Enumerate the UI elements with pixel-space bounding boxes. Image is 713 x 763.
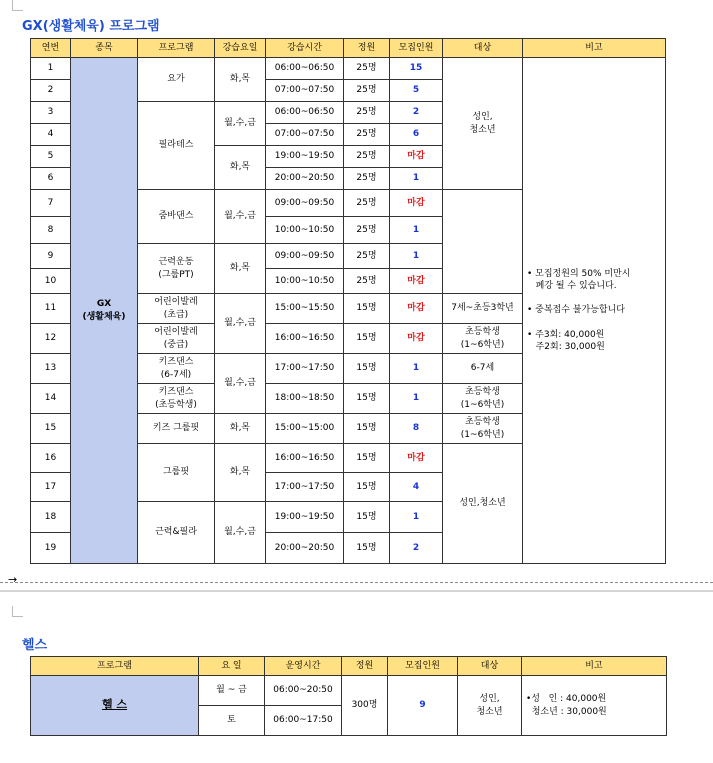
row-no: 16 <box>31 444 71 473</box>
capacity-cell: 15명 <box>344 324 390 354</box>
header-target: 대상 <box>458 657 522 676</box>
row-no: 1 <box>31 58 71 80</box>
days-cell: 월,수,금 <box>215 354 266 414</box>
note-line: • 모집정원의 50% 미만시 <box>527 269 631 279</box>
recruit-cell: 1 <box>390 384 443 414</box>
program-line: 필라테스 <box>158 140 194 151</box>
recruit-cell: 6 <box>390 124 443 146</box>
recruit-cell: 15 <box>390 58 443 80</box>
time-cell: 15:00~15:50 <box>266 294 344 324</box>
time-cell: 17:00~17:50 <box>266 473 344 502</box>
header-capacity: 정원 <box>344 39 390 58</box>
time-cell: 10:00~10:50 <box>266 269 344 294</box>
note-line: 청소년 : 30,000원 <box>526 706 607 717</box>
program-cell <box>138 294 215 324</box>
row-no: 9 <box>31 244 71 269</box>
header-time: 강습시간 <box>266 39 344 58</box>
time-cell: 18:00~18:50 <box>266 384 344 414</box>
time-cell: 16:00~16:50 <box>266 324 344 354</box>
header-no: 연번 <box>31 39 71 58</box>
target-cell <box>443 444 523 564</box>
recruit-cell: 9 <box>388 676 458 736</box>
program-cell <box>138 414 215 444</box>
target-line: 초등학생 <box>465 417 500 428</box>
recruit-cell: 2 <box>390 102 443 124</box>
category-cell <box>71 58 138 564</box>
target-cell <box>443 294 523 324</box>
target-line: 청소년 <box>476 706 503 717</box>
target-line: 초등학생 <box>465 327 500 338</box>
target-line: (1~6학년) <box>460 429 505 440</box>
program-cell <box>138 190 215 244</box>
target-cell <box>443 384 523 414</box>
program-cell <box>138 244 215 294</box>
note-spacer <box>527 292 665 304</box>
capacity-cell: 25명 <box>344 102 390 124</box>
days-cell: 화,목 <box>215 414 266 444</box>
note-cell <box>523 58 666 564</box>
capacity-cell: 15명 <box>344 354 390 384</box>
recruit-cell: 마감 <box>390 269 443 294</box>
header-program: 프로그램 <box>138 39 215 58</box>
note-line: 주2회: 30,000원 <box>527 341 605 352</box>
target-cell <box>443 324 523 354</box>
capacity-cell: 15명 <box>344 533 390 564</box>
gx-section-title: GX(생활체육) 프로그램 <box>22 19 160 34</box>
health-header-row <box>31 657 667 676</box>
time-cell: 10:00~10:50 <box>266 217 344 244</box>
capacity-cell: 15명 <box>344 444 390 473</box>
page-corner-mark-bottom <box>12 606 23 617</box>
target-line: 7세~초등3학년 <box>451 303 514 314</box>
gx-header-row <box>31 39 666 58</box>
capacity-cell: 25명 <box>344 124 390 146</box>
header-note: 비고 <box>522 657 667 676</box>
recruit-cell: 마감 <box>390 146 443 168</box>
capacity-cell: 25명 <box>344 168 390 190</box>
page-break-arrow-icon: → <box>8 573 18 586</box>
target-line: 초등학생 <box>465 387 500 398</box>
health-program-table <box>30 656 667 736</box>
target-cell <box>443 414 523 444</box>
header-program: 프로그램 <box>31 657 199 676</box>
time-cell: 17:00~17:50 <box>266 354 344 384</box>
target-line: (1~6학년) <box>460 399 505 410</box>
target-line: 성인, <box>472 112 493 123</box>
time-cell: 06:00~06:50 <box>266 58 344 80</box>
header-note: 비고 <box>523 39 666 58</box>
row-no: 6 <box>31 168 71 190</box>
program-line: 어린이발레 <box>154 297 198 308</box>
program-line: 키즈 그룹핏 <box>152 423 200 434</box>
program-line: 키즈댄스 <box>158 357 194 368</box>
header-days: 강습요일 <box>215 39 266 58</box>
target-cell <box>443 354 523 384</box>
header-target: 대상 <box>443 39 523 58</box>
target-line: (1~6학년) <box>460 339 505 350</box>
category-line: GX <box>96 299 112 310</box>
recruit-cell: 1 <box>390 502 443 533</box>
program-cell <box>138 324 215 354</box>
program-cell <box>138 444 215 502</box>
target-line: 6-7세 <box>470 363 495 374</box>
note-line: •성 인 : 40,000원 <box>526 694 607 705</box>
program-line: (초등학생) <box>155 399 197 410</box>
row-no: 2 <box>31 80 71 102</box>
time-cell: 15:00~15:00 <box>266 414 344 444</box>
header-category: 종목 <box>71 39 138 58</box>
recruit-cell: 5 <box>390 80 443 102</box>
header-capacity: 정원 <box>342 657 388 676</box>
program-line: (그룹PT) <box>158 269 194 280</box>
time-cell: 16:00~16:50 <box>266 444 344 473</box>
program-cell <box>138 354 215 384</box>
recruit-cell: 4 <box>390 473 443 502</box>
recruit-cell: 1 <box>390 244 443 269</box>
row-no: 12 <box>31 324 71 354</box>
row-no: 10 <box>31 269 71 294</box>
recruit-cell: 마감 <box>390 444 443 473</box>
days-cell: 월,수,금 <box>215 190 266 244</box>
capacity-cell: 15명 <box>344 473 390 502</box>
program-line: (중급) <box>163 339 189 350</box>
program-line: 근력&필라 <box>155 527 197 538</box>
gx-program-table <box>30 38 666 564</box>
row-no: 11 <box>31 294 71 324</box>
days-cell: 토 <box>199 706 265 736</box>
days-cell: 월,수,금 <box>215 294 266 354</box>
program-cell <box>138 58 215 102</box>
page-break-line <box>0 582 713 583</box>
days-cell: 화,목 <box>215 146 266 190</box>
row-no: 3 <box>31 102 71 124</box>
target-cell-empty <box>443 190 523 294</box>
time-cell: 20:00~20:50 <box>266 168 344 190</box>
recruit-cell: 1 <box>390 217 443 244</box>
recruit-cell: 마감 <box>390 294 443 324</box>
header-time: 운영시간 <box>265 657 342 676</box>
days-cell: 월 ~ 금 <box>199 676 265 706</box>
time-cell: 19:00~19:50 <box>266 502 344 533</box>
capacity-cell: 25명 <box>344 269 390 294</box>
category-line: (생활체육) <box>82 311 126 322</box>
time-cell: 07:00~07:50 <box>266 80 344 102</box>
program-line: 요가 <box>167 74 185 85</box>
time-cell: 06:00~06:50 <box>266 102 344 124</box>
capacity-cell: 300명 <box>342 676 388 736</box>
row-no: 8 <box>31 217 71 244</box>
program-line: 줌바댄스 <box>158 211 194 222</box>
capacity-cell: 25명 <box>344 80 390 102</box>
recruit-cell: 1 <box>390 168 443 190</box>
target-line: 청소년 <box>469 124 496 135</box>
recruit-cell: 1 <box>390 354 443 384</box>
note-line: • 중복접수 불가능합니다 <box>527 305 625 316</box>
row-no: 4 <box>31 124 71 146</box>
table-row <box>31 58 666 80</box>
program-line: 키즈댄스 <box>158 387 194 398</box>
header-days: 요 일 <box>199 657 265 676</box>
days-cell: 화,목 <box>215 58 266 102</box>
page-corner-mark-top <box>12 0 23 11</box>
note-cell <box>522 676 667 736</box>
capacity-cell: 15명 <box>344 384 390 414</box>
days-cell: 화,목 <box>215 244 266 294</box>
row-no: 14 <box>31 384 71 414</box>
program-line: (초급) <box>163 309 189 320</box>
target-line: 성인,청소년 <box>459 498 506 509</box>
target-line: 성인, <box>479 694 500 705</box>
program-cell <box>138 102 215 190</box>
header-recruit: 모집인원 <box>388 657 458 676</box>
row-no: 17 <box>31 473 71 502</box>
capacity-cell: 25명 <box>344 217 390 244</box>
time-cell: 06:00~17:50 <box>265 706 342 736</box>
row-no: 15 <box>31 414 71 444</box>
recruit-cell: 마감 <box>390 324 443 354</box>
time-cell: 09:00~09:50 <box>266 244 344 269</box>
row-no: 19 <box>31 533 71 564</box>
time-cell: 19:00~19:50 <box>266 146 344 168</box>
time-cell: 20:00~20:50 <box>266 533 344 564</box>
time-cell: 07:00~07:50 <box>266 124 344 146</box>
note-line: 폐강 될 수 있습니다. <box>527 281 617 292</box>
note-spacer <box>527 317 665 329</box>
time-cell: 06:00~20:50 <box>265 676 342 706</box>
target-cell <box>458 676 522 736</box>
note-line: • 주3회: 40,000원 <box>527 329 605 340</box>
program-line: 근력운동 <box>158 257 194 268</box>
row-no: 18 <box>31 502 71 533</box>
capacity-cell: 15명 <box>344 294 390 324</box>
page-gap <box>0 590 713 592</box>
capacity-cell: 25명 <box>344 190 390 217</box>
capacity-cell: 25명 <box>344 146 390 168</box>
program-cell <box>138 384 215 414</box>
header-recruit: 모집인원 <box>390 39 443 58</box>
row-no: 13 <box>31 354 71 384</box>
table-row <box>31 676 667 706</box>
program-line: 그룹핏 <box>162 467 190 478</box>
row-no: 7 <box>31 190 71 217</box>
program-line: 어린이발레 <box>154 327 198 338</box>
row-no: 5 <box>31 146 71 168</box>
capacity-cell: 25명 <box>344 244 390 269</box>
recruit-cell: 2 <box>390 533 443 564</box>
health-program-cell: 헬 스 <box>31 676 199 736</box>
capacity-cell: 15명 <box>344 502 390 533</box>
days-cell: 화,목 <box>215 444 266 502</box>
program-cell <box>138 502 215 564</box>
time-cell: 09:00~09:50 <box>266 190 344 217</box>
recruit-cell: 8 <box>390 414 443 444</box>
days-cell: 월,수,금 <box>215 102 266 146</box>
target-cell <box>443 58 523 190</box>
health-section-title: 헬스 <box>22 638 48 653</box>
program-line: (6-7세) <box>160 369 192 380</box>
recruit-cell: 마감 <box>390 190 443 217</box>
capacity-cell: 25명 <box>344 58 390 80</box>
days-cell: 월,수,금 <box>215 502 266 564</box>
capacity-cell: 15명 <box>344 414 390 444</box>
